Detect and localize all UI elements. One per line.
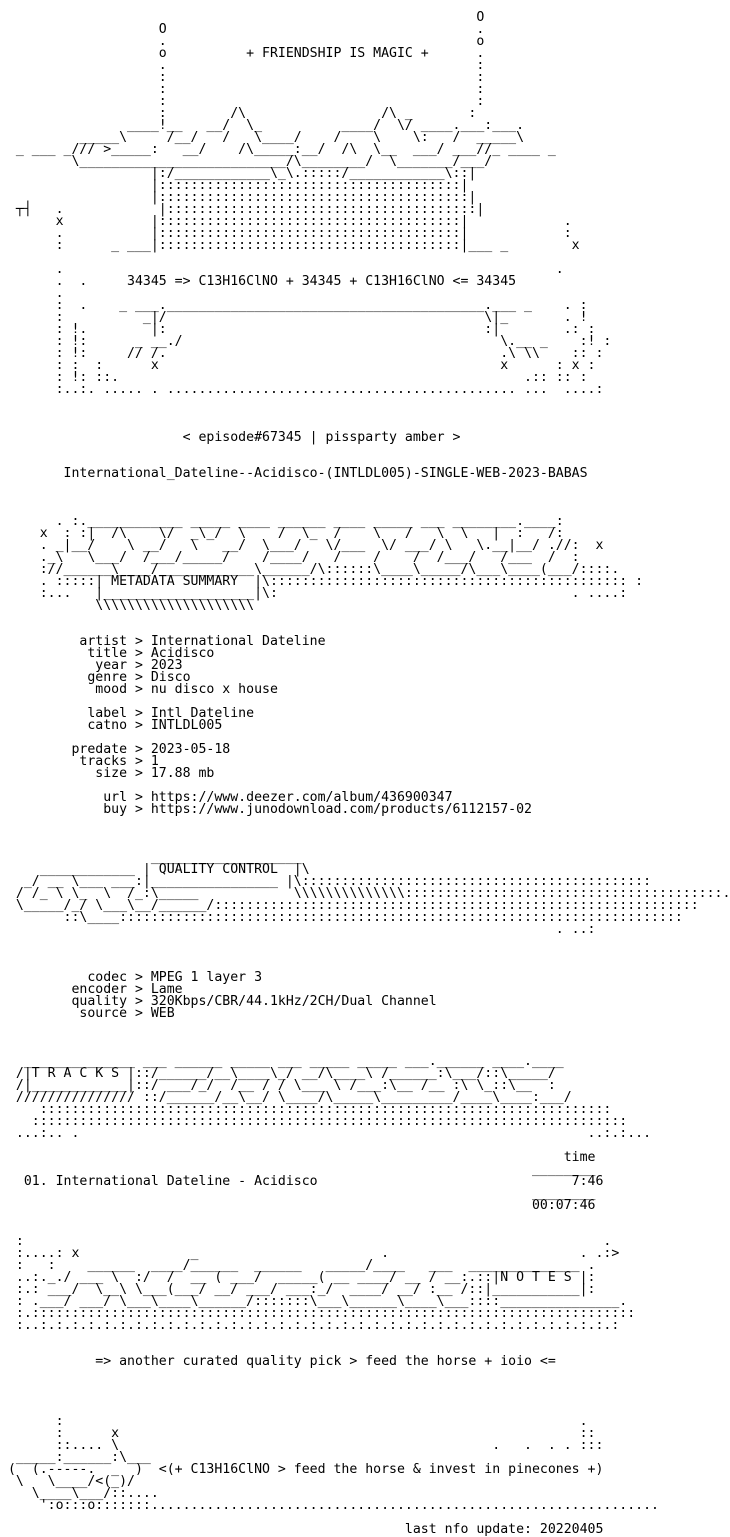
nfo-line: ┬┤ . |:::::::::::::::::::::::::::::::::::::::|: [0, 202, 485, 217]
nfo-line: . o: [0, 34, 485, 49]
nfo-line: codec > MPEG 1 layer 3: [0, 970, 263, 985]
nfo-line: \\\\\\\\\\\\\\\\\\\\: [0, 598, 255, 613]
nfo-line: : .: [0, 1234, 612, 1249]
nfo-line: . :: [0, 58, 485, 73]
nfo-line: : /\ /\ _ :: [0, 106, 477, 121]
nfo-line: : !: ::. .:: :: :: [0, 370, 588, 385]
nfo-line: : . _ ___.________________________________________.___ _ . :: [0, 298, 588, 313]
nfo-line: \__________________________/\________/ \_______/___/: [0, 154, 493, 169]
nfo-line: ://______\____/____________\______/\::::::\____\_____/\___\____(___/::::.: [0, 562, 620, 577]
nfo-line: mood > nu disco x house: [0, 682, 278, 697]
nfo-line: artist > International Dateline: [0, 634, 326, 649]
nfo-line: |:::::::::::::::::::::::::::::::::::::::|: [0, 190, 477, 205]
nfo-line: : _|/ \|_ . !: [0, 310, 588, 325]
nfo-line: _____\ /__/ / \____/ / \ \: / _____\: [0, 130, 525, 145]
nfo-line: . ..:: [0, 922, 596, 937]
nfo-line: ...:.. . ..:.:...: [0, 1126, 652, 1141]
nfo-line: year > 2023: [0, 658, 183, 673]
nfo-line: :.::::::::::::::::::::::::::::::::::::::::::::::::::::::::::::::::::::::::::::: [0, 1306, 636, 1321]
nfo-line: buy > https://www.junodownload.com/products/6112157-02: [0, 802, 532, 817]
nfo-line: time: [0, 1150, 596, 1165]
nfo-line: _____:______:\___: [0, 1450, 580, 1465]
nfo-line: O: [0, 10, 485, 25]
nfo-line: \_____/_/ \___\__/______/:::::::::::::::::::::::::::::::::::::::::::::::::::::::::::::: [0, 898, 699, 913]
nfo-line: |:/____________\_\.:::::/____________\::|: [0, 166, 477, 181]
nfo-line: o + FRIENDSHIP IS MAGIC + .: [0, 46, 485, 61]
nfo-line: catno > INTLDL005: [0, 718, 223, 733]
nfo-line: :..:.:.:.:.:.:.:.:.:.:.:.:.:.:.:.:.:.:.:.:.:.:.:.:.:.:.:.:.:.:.:.:.:.:.:.:.:: [0, 1318, 620, 1333]
nfo-line: . _|__/ \ __/ \ __/ \___/ \/___ \/ ___/ \ \.__|__/ .//: x: [0, 538, 604, 553]
nfo-line: : .___/ ___/ \___\____\______/:::::::\___\______\____\___::::_______________.: [0, 1294, 628, 1309]
nfo-line: / /_ \ \_ \ /_:\_____ \\\\\\\\\\\\\\::::::::::::::::::::::::::::::::::::::::.: [0, 886, 730, 901]
nfo-line: url > https://www.deezer.com/album/436900347: [0, 790, 453, 805]
nfo-line: :.: ___/ \__\ \___(___/ __/ ___/ ___:_/ ____/ __/ :__ /::|___________|:: [0, 1282, 596, 1297]
nfo-line: encoder > Lame: [0, 982, 183, 997]
nfo-line: 01. International Dateline - Acidisco 7:46: [0, 1174, 604, 1189]
nfo-line: : x ::: [0, 1426, 596, 1441]
nfo-line: x |::::::::::::::::::::::::::::::::::::::| .: [0, 214, 572, 229]
nfo-line: ::\____:::::::::::::::::::::::::::::::::::::::::::::::::::::::::::::::::::::::: [0, 910, 683, 925]
nfo-line: source > WEB: [0, 1006, 175, 1021]
nfo-line: tracks > 1: [0, 754, 159, 769]
nfo-line: : !. |: :| .: :: [0, 322, 596, 337]
nfo-line: ( (.-----. _ ) <(+ C13H16ClNO > feed the horse & invest in pinecones +): [0, 1462, 604, 1477]
nfo-line: /|____________|::/ ___/_/ /__ / / \___ \ /___:\__ /__ :\ \_::\__ :: [0, 1078, 556, 1093]
nfo-line: 00:07:46: [0, 1198, 596, 1213]
nfo-line: : _ ___|::::::::::::::::::::::::::::::::::::::|___ _ x: [0, 238, 580, 253]
nfo-line: label > Intl Dateline: [0, 706, 255, 721]
nfo-line: .: [0, 286, 64, 301]
nfo-line: ::.... \ . . . . :::: [0, 1438, 604, 1453]
nfo-line: genre > Disco: [0, 670, 191, 685]
nfo-line: International_Dateline--Acidisco-(INTLDL005)-SINGLE-WEB-2023-BABAS: [0, 466, 588, 481]
nfo-line: :::::::::::::::::::::::::::::::::::::::::::::::::::::::::::::::::::::::::::: [0, 1114, 628, 1129]
nfo-line: . |::::::::::::::::::::::::::::::::::::::| :: [0, 226, 572, 241]
nfo-line: size > 17.88 mb: [0, 766, 215, 781]
nfo-line: < episode#67345 | pissparty amber >: [0, 430, 461, 445]
nfo-line: x : :| /\ \/ _\_/ \ / \_ / \ / \ \ | : /:: [0, 526, 564, 541]
nfo-line: ____!__ __/ \_ ____/ \/ ____.___:___.: [0, 118, 525, 133]
nfo-line: : :: [0, 94, 485, 109]
nfo-line: ____________ | QUALITY CONTROL |\: [0, 862, 310, 877]
nfo-line: ':o:::o:::::::................................................................: [0, 1498, 659, 1513]
nfo-line: title > Acidisco: [0, 646, 215, 661]
nfo-line: |::::::::::::::::::::::::::::::::::::::|: [0, 178, 469, 193]
nfo-line: ::::::::::::::::::::::::::::::::::::::::::::::::::::::::::::::::::::::::: [0, 1102, 612, 1117]
nfo-line: /////////////// ::/______/__\__/ \____/\_____\_________/____\____:___/: [0, 1090, 572, 1105]
nfo-line: ______________ ___ ______ _____ ___ _____ _____ ___.______ ____.____: [0, 1054, 564, 1069]
nfo-line: . . 34345 => C13H16ClNO + 34345 + C13H16ClNO <= 34345: [0, 274, 517, 289]
nfo-line: last nfo update: 20220405: [0, 1522, 604, 1537]
nfo-line: ___________________: [0, 850, 302, 865]
nfo-line: : : : x x : x :: [0, 358, 596, 373]
nfo-line: ..:._./ ___ \ :/ / __ ( ___/ _____( __ ____/ __ / __:.::|N O T E S |:: [0, 1270, 596, 1285]
nfo-line: : :: [0, 70, 485, 85]
nfo-line: : :: [0, 82, 485, 97]
nfo-line: \____\___/::....: [0, 1486, 159, 1501]
nfo-line: O .: [0, 22, 485, 37]
nfo-line: : !: // /. .\ \\ :: :: [0, 346, 604, 361]
nfo-line: . :.____________ _____ ____ ______ ____ _____ ___ ________.____:: [0, 514, 564, 529]
nfo-line: : !: _ __./ \.__ _ :! :: [0, 334, 612, 349]
nfo-line: : : ______ ____/______ ______ _____/____ ___ ______________ .: [0, 1258, 596, 1273]
nfo-line: quality > 320Kbps/CBR/44.1kHz/2CH/Dual Channel: [0, 994, 437, 1009]
nfo-line: : .: [0, 1414, 588, 1429]
nfo-line: => another curated quality pick > feed the horse + ioio <=: [0, 1354, 556, 1369]
nfo-line: :....: x _ . . .:>: [0, 1246, 620, 1261]
nfo-line: ________: [0, 1186, 596, 1201]
nfo-line: /|T R A C K S |::/______/__\____\_/ __/\____\ /______:\___/::\_____/: [0, 1066, 556, 1081]
nfo-line: _/ __ \___ ___:|________________ |\::::::::::::::::::::::::::::::::::::::::::::: [0, 874, 652, 889]
nfo-line: . .: [0, 262, 564, 277]
nfo-line: ________: [0, 1162, 596, 1177]
nfo-line: _ ___ _/// >_____: __/ /\_____:__/ /\ \__ ___/ ___//_ ____ _: [0, 142, 556, 157]
nfo-line: \ \____/<(_)/: [0, 1474, 143, 1489]
nfo-line: predate > 2023-05-18: [0, 742, 231, 757]
nfo-line: . :::::| METADATA SUMMARY |\::::::::::::::::::::::::::::::::::::::::::::: :: [0, 574, 644, 589]
nfo-line: :... |___________________|\: . ....:: [0, 586, 628, 601]
nfo-line: ._\ \___/ /___/_____/ /____/ / / / /___/ /___ / :: [0, 550, 580, 565]
nfo-line: :..:. ..... . ............................................ ... ....:: [0, 382, 604, 397]
